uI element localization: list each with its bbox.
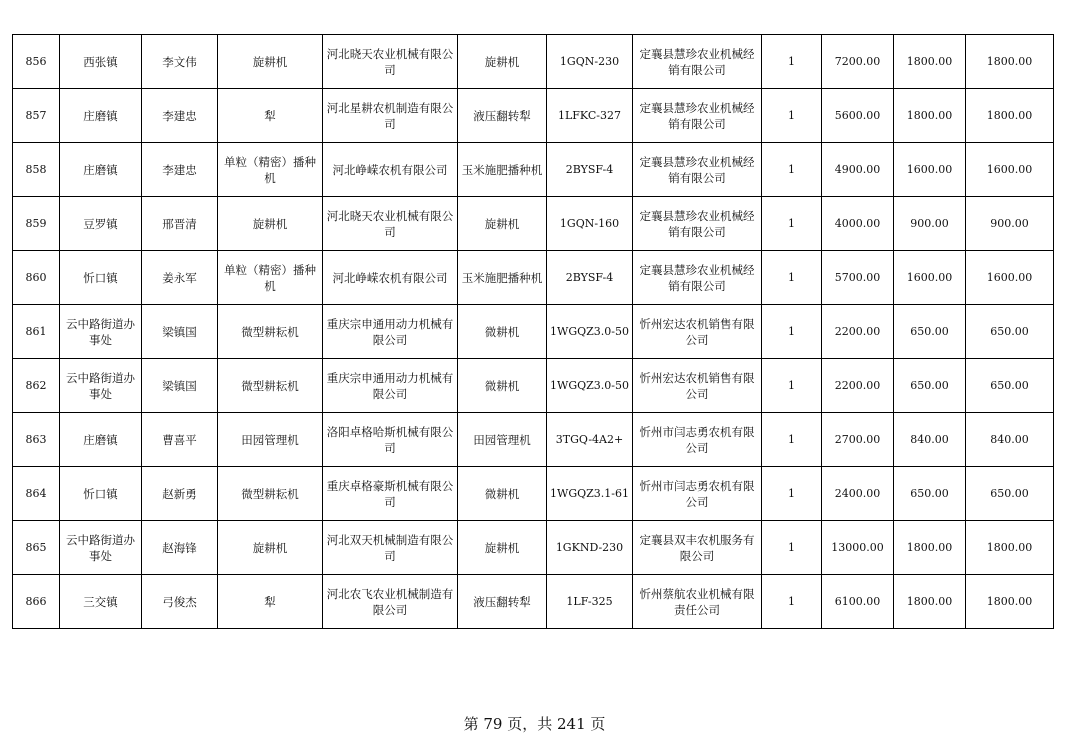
town-cell: 云中路街道办事处: [60, 521, 142, 575]
town-cell: 庄磨镇: [60, 143, 142, 197]
model-cell: 1LFKC-327: [547, 89, 633, 143]
row-number-cell: 865: [13, 521, 60, 575]
actual-subsidy-cell: 1800.00: [966, 521, 1054, 575]
subsidy-table: [12, 34, 1054, 629]
product-name-cell: 微耕机: [458, 359, 547, 413]
manufacturer-cell: 河北星耕农机制造有限公司: [323, 89, 458, 143]
table-row: [13, 521, 1054, 575]
town-cell: 三交镇: [60, 575, 142, 629]
town-cell: 忻口镇: [60, 467, 142, 521]
town-cell: 庄磨镇: [60, 89, 142, 143]
dealer-cell: 忻州蔡航农业机械有限责任公司: [633, 575, 762, 629]
page-number: 第 79 页，共 241 页: [463, 715, 606, 733]
town-cell: 西张镇: [60, 35, 142, 89]
dealer-cell: 定襄县慧珍农业机械经销有限公司: [633, 89, 762, 143]
quantity-cell: 1: [762, 467, 822, 521]
row-number-cell: 860: [13, 251, 60, 305]
dealer-cell: 定襄县慧珍农业机械经销有限公司: [633, 197, 762, 251]
quantity-cell: 1: [762, 143, 822, 197]
dealer-cell: 定襄县双丰农机服务有限公司: [633, 521, 762, 575]
buyer-name-cell: 赵新勇: [142, 467, 218, 521]
sale-price-cell: 5700.00: [822, 251, 894, 305]
table-row: [13, 89, 1054, 143]
buyer-name-cell: 邢晋清: [142, 197, 218, 251]
row-number-cell: 866: [13, 575, 60, 629]
dealer-cell: 定襄县慧珍农业机械经销有限公司: [633, 143, 762, 197]
model-cell: 2BYSF-4: [547, 251, 633, 305]
subsidy-amount-cell: 1800.00: [894, 89, 966, 143]
actual-subsidy-cell: 1800.00: [966, 35, 1054, 89]
sale-price-cell: 13000.00: [822, 521, 894, 575]
buyer-name-cell: 梁镇国: [142, 359, 218, 413]
manufacturer-cell: 河北晓天农业机械有限公司: [323, 35, 458, 89]
manufacturer-cell: 重庆卓格豪斯机械有限公司: [323, 467, 458, 521]
machine-category-cell: 田园管理机: [218, 413, 323, 467]
model-cell: 2BYSF-4: [547, 143, 633, 197]
quantity-cell: 1: [762, 359, 822, 413]
actual-subsidy-cell: 1600.00: [966, 251, 1054, 305]
dealer-cell: 忻州宏达农机销售有限公司: [633, 305, 762, 359]
row-number-cell: 863: [13, 413, 60, 467]
actual-subsidy-cell: 650.00: [966, 359, 1054, 413]
actual-subsidy-cell: 1800.00: [966, 89, 1054, 143]
town-cell: 庄磨镇: [60, 413, 142, 467]
machine-category-cell: 旋耕机: [218, 35, 323, 89]
table-row: [13, 413, 1054, 467]
product-name-cell: 旋耕机: [458, 35, 547, 89]
subsidy-amount-cell: 1600.00: [894, 251, 966, 305]
town-cell: 豆罗镇: [60, 197, 142, 251]
table-row: [13, 35, 1054, 89]
row-number-cell: 856: [13, 35, 60, 89]
town-cell: 云中路街道办事处: [60, 305, 142, 359]
town-cell: 忻口镇: [60, 251, 142, 305]
model-cell: 1GKND-230: [547, 521, 633, 575]
subsidy-amount-cell: 840.00: [894, 413, 966, 467]
sale-price-cell: 4000.00: [822, 197, 894, 251]
buyer-name-cell: 赵海锋: [142, 521, 218, 575]
actual-subsidy-cell: 650.00: [966, 467, 1054, 521]
machine-category-cell: 微型耕耘机: [218, 305, 323, 359]
buyer-name-cell: 李建忠: [142, 89, 218, 143]
subsidy-amount-cell: 1800.00: [894, 35, 966, 89]
table-row: [13, 143, 1054, 197]
machine-category-cell: 单粒（精密）播种机: [218, 143, 323, 197]
model-cell: 1LF-325: [547, 575, 633, 629]
subsidy-amount-cell: 650.00: [894, 305, 966, 359]
manufacturer-cell: 河北双天机械制造有限公司: [323, 521, 458, 575]
dealer-cell: 定襄县慧珍农业机械经销有限公司: [633, 35, 762, 89]
quantity-cell: 1: [762, 89, 822, 143]
machine-category-cell: 犁: [218, 575, 323, 629]
quantity-cell: 1: [762, 35, 822, 89]
product-name-cell: 玉米施肥播种机: [458, 143, 547, 197]
manufacturer-cell: 河北峥嵘农机有限公司: [323, 143, 458, 197]
table-row: [13, 575, 1054, 629]
product-name-cell: 玉米施肥播种机: [458, 251, 547, 305]
quantity-cell: 1: [762, 575, 822, 629]
actual-subsidy-cell: 1600.00: [966, 143, 1054, 197]
buyer-name-cell: 曹喜平: [142, 413, 218, 467]
dealer-cell: 忻州市闫志勇农机有限公司: [633, 467, 762, 521]
sale-price-cell: 7200.00: [822, 35, 894, 89]
product-name-cell: 微耕机: [458, 467, 547, 521]
quantity-cell: 1: [762, 305, 822, 359]
product-name-cell: 液压翻转犁: [458, 575, 547, 629]
sale-price-cell: 2200.00: [822, 305, 894, 359]
row-number-cell: 861: [13, 305, 60, 359]
table-row: [13, 467, 1054, 521]
product-name-cell: 田园管理机: [458, 413, 547, 467]
manufacturer-cell: 重庆宗申通用动力机械有限公司: [323, 305, 458, 359]
manufacturer-cell: 洛阳卓格哈斯机械有限公司: [323, 413, 458, 467]
subsidy-amount-cell: 650.00: [894, 359, 966, 413]
machine-category-cell: 单粒（精密）播种机: [218, 251, 323, 305]
buyer-name-cell: 李文伟: [142, 35, 218, 89]
model-cell: 1WGQZ3.1-61: [547, 467, 633, 521]
machine-category-cell: 微型耕耘机: [218, 359, 323, 413]
subsidy-amount-cell: 1800.00: [894, 521, 966, 575]
product-name-cell: 旋耕机: [458, 521, 547, 575]
machine-category-cell: 犁: [218, 89, 323, 143]
subsidy-amount-cell: 1800.00: [894, 575, 966, 629]
sale-price-cell: 2400.00: [822, 467, 894, 521]
quantity-cell: 1: [762, 521, 822, 575]
manufacturer-cell: 河北农飞农业机械制造有限公司: [323, 575, 458, 629]
model-cell: 1WGQZ3.0-50: [547, 359, 633, 413]
sale-price-cell: 6100.00: [822, 575, 894, 629]
model-cell: 1WGQZ3.0-50: [547, 305, 633, 359]
buyer-name-cell: 姜永军: [142, 251, 218, 305]
table-row: [13, 305, 1054, 359]
machine-category-cell: 微型耕耘机: [218, 467, 323, 521]
row-number-cell: 857: [13, 89, 60, 143]
buyer-name-cell: 弓俊杰: [142, 575, 218, 629]
actual-subsidy-cell: 650.00: [966, 305, 1054, 359]
manufacturer-cell: 河北峥嵘农机有限公司: [323, 251, 458, 305]
sale-price-cell: 2200.00: [822, 359, 894, 413]
subsidy-amount-cell: 900.00: [894, 197, 966, 251]
product-name-cell: 液压翻转犁: [458, 89, 547, 143]
actual-subsidy-cell: 900.00: [966, 197, 1054, 251]
machine-category-cell: 旋耕机: [218, 197, 323, 251]
sale-price-cell: 4900.00: [822, 143, 894, 197]
product-name-cell: 旋耕机: [458, 197, 547, 251]
town-cell: 云中路街道办事处: [60, 359, 142, 413]
table-row: [13, 359, 1054, 413]
row-number-cell: 859: [13, 197, 60, 251]
model-cell: 3TGQ-4A2+: [547, 413, 633, 467]
row-number-cell: 858: [13, 143, 60, 197]
buyer-name-cell: 李建忠: [142, 143, 218, 197]
actual-subsidy-cell: 840.00: [966, 413, 1054, 467]
sale-price-cell: 5600.00: [822, 89, 894, 143]
subsidy-amount-cell: 1600.00: [894, 143, 966, 197]
sale-price-cell: 2700.00: [822, 413, 894, 467]
table-row: [13, 197, 1054, 251]
actual-subsidy-cell: 1800.00: [966, 575, 1054, 629]
model-cell: 1GQN-230: [547, 35, 633, 89]
dealer-cell: 定襄县慧珍农业机械经销有限公司: [633, 251, 762, 305]
model-cell: 1GQN-160: [547, 197, 633, 251]
product-name-cell: 微耕机: [458, 305, 547, 359]
row-number-cell: 864: [13, 467, 60, 521]
table-row: [13, 251, 1054, 305]
quantity-cell: 1: [762, 251, 822, 305]
quantity-cell: 1: [762, 197, 822, 251]
dealer-cell: 忻州市闫志勇农机有限公司: [633, 413, 762, 467]
quantity-cell: 1: [762, 413, 822, 467]
buyer-name-cell: 梁镇国: [142, 305, 218, 359]
manufacturer-cell: 重庆宗申通用动力机械有限公司: [323, 359, 458, 413]
machine-category-cell: 旋耕机: [218, 521, 323, 575]
subsidy-amount-cell: 650.00: [894, 467, 966, 521]
dealer-cell: 忻州宏达农机销售有限公司: [633, 359, 762, 413]
manufacturer-cell: 河北晓天农业机械有限公司: [323, 197, 458, 251]
row-number-cell: 862: [13, 359, 60, 413]
